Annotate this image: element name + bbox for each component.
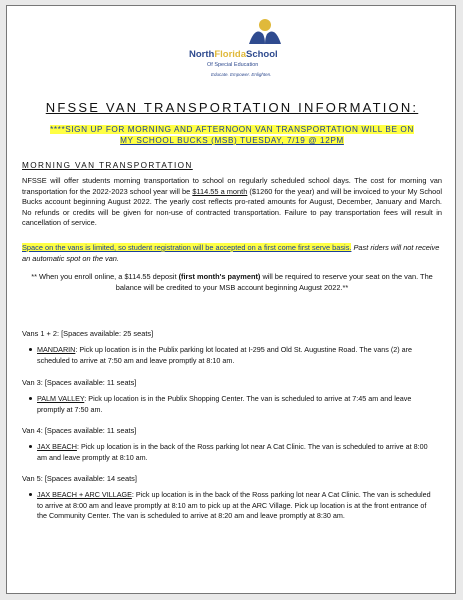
document-page	[6, 5, 456, 594]
logo-tagline: Educate. Empower. Enlighten.	[211, 72, 272, 77]
logo-name: NorthFloridaSchool	[189, 49, 278, 60]
space-limited-highlight: Space on the vans is limited, so student registration will be accepted on a first come first serve basis.	[22, 243, 352, 252]
van-4-heading: Van 4: [Spaces available: 11 seats]	[22, 426, 137, 435]
school-logo	[177, 16, 327, 86]
logo-subtitle: Of Special Education	[207, 62, 259, 68]
list-item: JAX BEACH + ARC VILLAGE: Pick up location is in the back of the Ross parking lot near A Cat Clinic. The van is scheduled to arrive at 8:00 am and leave promptly at 8:10 am to pick up at the ARC Village. Pick up location is at the front entrance of the Community Center. The van is scheduled to arrive at 8:20 am and leave promptly at 8:30 am.	[37, 490, 437, 522]
space-limited-note	[22, 243, 442, 264]
past-riders-note: Past riders will not receive an automatic spot on the van.	[22, 243, 440, 263]
signup-line-1: ****SIGN UP FOR MORNING AND AFTERNOON VAN TRANSPORTATION WILL BE ON	[50, 125, 414, 134]
list-item: JAX BEACH: Pick up location is in the back of the Ross parking lot near A Cat Clinic. The van is scheduled to arrive at 8:00 am and leave promptly at 8:10 am.	[37, 442, 437, 463]
van-1-2-heading: Vans 1 + 2: [Spaces available: 25 seats]	[22, 329, 154, 338]
monthly-price: $114.55 a month	[192, 186, 248, 196]
van-3-heading: Van 3: [Spaces available: 11 seats]	[22, 378, 137, 387]
page-title: NFSSE VAN TRANSPORTATION INFORMATION:	[45, 100, 419, 115]
bullet-icon	[29, 493, 32, 496]
morning-paragraph: NFSSE will offer students morning transportation to school on regularly scheduled school days. The cost for morning van transportation for the 2022-2023 school year will be $114.55 a month ($1260 for the year) and will be invoiced to your My School Bucks account beginning August 2022. The yearly cost reflects pro-rated amounts for August, December, January and March. No refunds or credits will be given for non-use of contracted transportation. Failure to pay transportation fees will result in cancellation of service.	[22, 176, 442, 228]
deposit-bold: (first month's payment)	[178, 272, 261, 281]
school-emblem-icon	[241, 16, 289, 46]
signup-line-2: MY SCHOOL BUCKS (MSB) TUESDAY, 7/19 @ 12PM	[120, 136, 344, 145]
bullet-icon	[29, 397, 32, 400]
signup-notice	[17, 124, 447, 146]
morning-heading: MORNING VAN TRANSPORTATION	[22, 161, 193, 170]
list-item: MANDARIN: Pick up location is in the Publix parking lot located at I-295 and Old St. Augustine Road. The vans (2) are scheduled to arrive at 7:50 am and leave promptly at 8:10 am.	[37, 345, 437, 366]
deposit-note: ** When you enroll online, a $114.55 deposit (first month's payment) will be required to reserve your seat on the van. The balance will be credited to your MSB account beginning August 2022.**	[31, 272, 433, 292]
bullet-icon	[29, 348, 32, 351]
van-5-heading: Van 5: [Spaces available: 14 seats]	[22, 474, 137, 483]
list-item: PALM VALLEY: Pick up location is in the Publix Shopping Center. The van is scheduled to arrive at 7:45 am and leave promptly at 7:50 am.	[37, 394, 437, 415]
bullet-icon	[29, 445, 32, 448]
